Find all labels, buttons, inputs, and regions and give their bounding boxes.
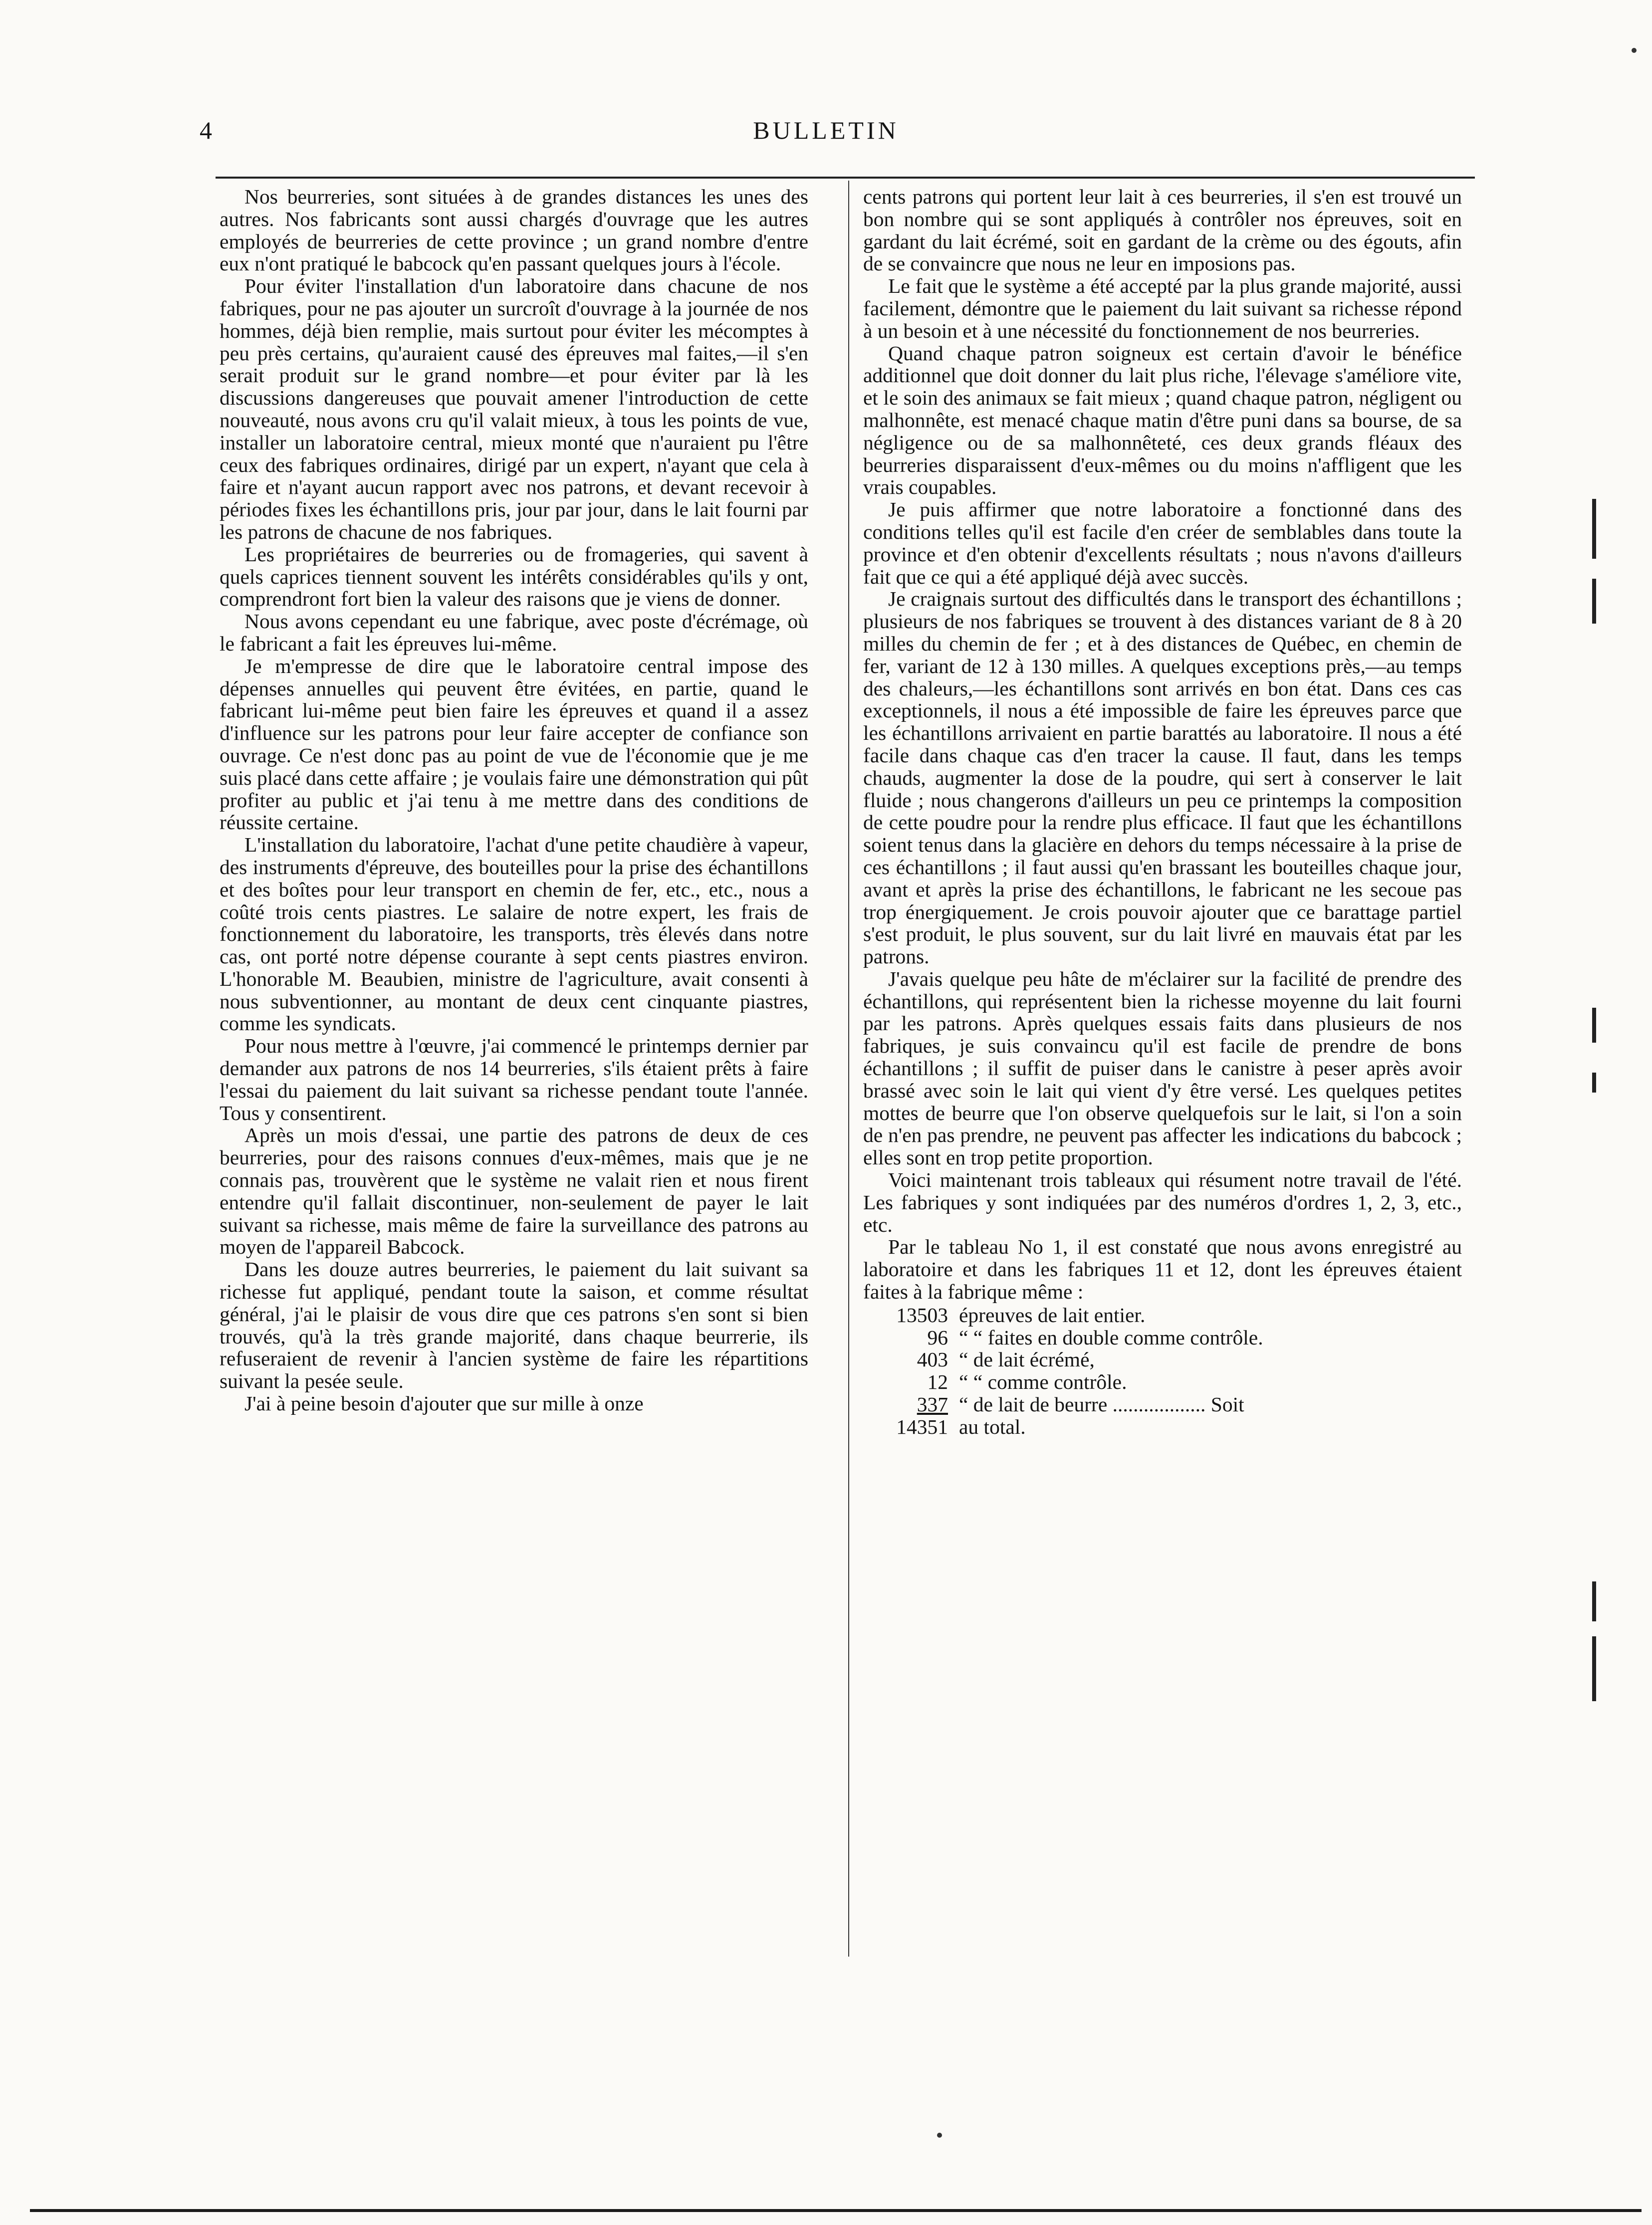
statistics-list	[863, 1304, 1462, 1438]
stat-text: épreuves de lait entier.	[959, 1303, 1146, 1327]
stat-row	[863, 1348, 1462, 1371]
running-title: BULLETIN	[753, 116, 899, 144]
paragraph: Par le tableau No 1, il est constaté que nous avons enregistré au laboratoire et dans les fabriques 11 et 12, dont les épreuves étaient faites à la fabrique même :	[863, 1235, 1462, 1304]
stat-row	[863, 1416, 1462, 1438]
paragraph: J'ai à peine besoin d'ajouter que sur mille à onze	[244, 1392, 644, 1415]
paragraph: Je puis affirmer que notre laboratoire a fonctionné dans des conditions telles qu'il est facile d'en créer de semblables dans toute la province et d'en obtenir d'excellents résultats ; nous n'avons d'ailleurs fait que ce qui a été appliqué déjà avec succès.	[863, 498, 1462, 588]
column-divider	[848, 181, 849, 1957]
paragraph: Voici maintenant trois tableaux qui résument notre travail de l'été. Les fabriques y sont indiquées par des numéros d'ordres 1, 2, 3, etc., etc.	[863, 1168, 1462, 1236]
paragraph: Quand chaque patron soigneux est certain d'avoir le bénéfice additionnel que doit donner du lait plus riche, l'élevage s'améliore vite, et le soin des animaux se fait mieux ; quand chaque patron, négligent ou malhonnête, est menacé chaque matin d'être puni dans sa bourse, de sa négligence ou de sa malhonnêteté, ces deux grands fléaux des beurreries disparaissent d'eux-mêmes ou du moins n'affligent que les vrais coupables.	[863, 341, 1462, 499]
margin-mark	[1592, 1073, 1596, 1093]
stat-text: au total.	[959, 1415, 1026, 1438]
stat-row	[863, 1304, 1462, 1327]
header-rule	[216, 177, 1475, 179]
paragraph: Nos beurreries, sont situées à de grandes distances les unes des autres. Nos fabricants sont aussi chargés d'ouvrage que les autres employés de beurreries de cette province ; un grand nombre d'entre eux n'ont pratiqué le babcock qu'en passant quelques jours à l'école.	[220, 185, 808, 275]
scan-margin-marks	[1572, 479, 1632, 1776]
paragraph: Nous avons cependant eu une fabrique, avec poste d'écrémage, où le fabricant a fait les épreuves lui-même.	[220, 610, 808, 655]
paragraph: cents patrons qui portent leur lait à ces beurreries, il s'en est trouvé un bon nombre qui se sont appliqués à contrôler nos épreuves, soit en gardant du lait écrémé, soit en gardant de la crème ou des égouts, afin de se convaincre que nous ne leur en imposions pas.	[863, 185, 1462, 275]
stat-row	[863, 1393, 1462, 1416]
paragraph: Je m'empresse de dire que le laboratoire central impose des dépenses annuelles qui peuvent être évitées, en partie, quand le fabricant lui-même peut bien faire les épreuves et quand il a assez d'influence sur les patrons pour leur faire accepter de confiance son ouvrage. Ce n'est donc pas au point de vue de l'économie que je me suis placé dans cette affaire ; je voulais faire une démonstration qui pût profiter au public et j'ai tenu à me mettre dans des conditions de réussite certaine.	[220, 654, 808, 834]
paragraph: Je craignais surtout des difficultés dans le transport des échantillons ; plusieurs de nos fabriques se trouvent à des distances variant de 8 à 20 milles du chemin de fer ; et à des distances de Québec, en chemin de fer, variant de 12 à 130 milles. A quelques exceptions près,—au temps des chaleurs,—les échantillons sont arrivés en bon état. Dans ces cas exceptionnels, il nous a été impossible de faire les épreuves parce que les échantillons arrivaient en partie barattés au laboratoire. Il nous a été facile dans chaque cas d'en tracer la cause. Il faut, dans les temps chauds, augmenter la dose de la poudre, qui sert à conserver le lait fluide ; nous changerons d'ailleurs un peu ce printemps la composition de cette poudre pour la rendre plus efficace. Il faut que les échantillons soient tenus dans la glacière en dehors du temps nécessaire à la prise de ces échantillons ; il faut aussi qu'en brassant les bouteilles chaque jour, avant et après la prise des échantillons, le fabricant ne les secoue pas trop énergiquement. Je crois pouvoir ajouter que ce barattage partiel s'est produit, le plus souvent, sur du lait livré en mauvais état par les patrons.	[863, 587, 1462, 968]
bottom-edge-line	[30, 2209, 1642, 2212]
paragraph: Après un mois d'essai, une partie des patrons de deux de ces beurreries, pour des raisons connues d'eux-mêmes, mais que je ne connais pas, trouvèrent que le système ne valait rien et nous firent entendre qu'il fallait discontinuer, non-seulement de payer le lait suivant sa richesse, mais même de faire la surveillance des patrons au moyen de l'appareil Babcock.	[220, 1123, 808, 1259]
stat-text: “ de lait de beurre .................. Soit	[959, 1393, 1244, 1416]
paragraph: Les propriétaires de beurreries ou de fromageries, qui savent à quels caprices tiennent souvent les intérêts considérables qu'ils y ont, comprendront fort bien la valeur des raisons que je viens de donner.	[220, 542, 808, 611]
stat-text: “ “ faites en double comme contrôle.	[959, 1326, 1263, 1349]
paragraph: Pour nous mettre à l'œuvre, j'ai commencé le printemps dernier par demander aux patrons de nos 14 beurreries, s'ils étaient prêts à faire l'essai du paiement du lait suivant sa richesse pendant toute l'année. Tous y consentirent.	[220, 1034, 808, 1124]
stat-number: 13503	[896, 1303, 948, 1327]
page-number: 4	[200, 116, 212, 144]
stat-row	[863, 1371, 1462, 1393]
stat-number: 337	[917, 1393, 948, 1416]
margin-mark	[1592, 1581, 1596, 1621]
right-column	[863, 186, 1462, 1438]
stat-row	[863, 1327, 1462, 1349]
stat-text: “ “ comme contrôle.	[959, 1370, 1127, 1394]
margin-mark	[1592, 1636, 1596, 1701]
stat-total: 14351	[896, 1415, 948, 1438]
scan-speck	[937, 2133, 942, 2138]
paragraph: J'avais quelque peu hâte de m'éclairer sur la facilité de prendre des échantillons, qui représentent bien la richesse moyenne du lait fourni par les patrons. Après quelques essais faits dans plusieurs de nos fabriques, je suis convaincu qu'il est facile de prendre de bons échantillons ; il suffit de puiser dans le canistre à peser après avoir brassé avec soin le lait qui vient d'y être versé. Les quelques petites mottes de beurre que l'on observe quelquefois sur le lait, si l'on a soin de n'en pas prendre, ne peuvent pas affecter les indications du babcock ; elles sont en trop petite proportion.	[863, 967, 1462, 1169]
paragraph: Le fait que le système a été accepté par la plus grande majorité, aussi facilement, démontre que le paiement du lait suivant sa richesse répond à un besoin et à une nécessité du fonctionnement de nos beurreries.	[863, 274, 1462, 342]
margin-mark	[1592, 579, 1596, 624]
stat-number: 403	[917, 1348, 948, 1371]
paragraph: Dans les douze autres beurreries, le paiement du lait suivant sa richesse fut appliqué, pendant toute la saison, et comme résultat général, j'ai le plaisir de vous dire que ces patrons s'en sont si bien trouvés, qu'à la très grande majorité, dans chaque beurrerie, ils refuseraient de revenir à l'ancien système de faire les répartitions suivant la pesée seule.	[220, 1258, 808, 1393]
page-header	[0, 116, 1652, 161]
margin-mark	[1592, 499, 1596, 559]
stat-number: 12	[927, 1370, 948, 1394]
stat-text: “ de lait écrémé,	[959, 1348, 1095, 1371]
left-column	[220, 186, 808, 1415]
paragraph: Pour éviter l'installation d'un laboratoire dans chacune de nos fabriques, pour ne pas ajouter un surcroît d'ouvrage à la journée de nos hommes, déjà bien remplie, mais surtout pour éviter les mécomptes à peu près certains, qu'auraient causé des épreuves mal faites,—il s'en serait produit sur le grand nombre—et pour éviter par là les discussions dangereuses que pouvait amener l'introduction de cette nouveauté, nous avons cru qu'il valait mieux, à tous les points de vue, installer un laboratoire central, mieux monté que n'auraient pu l'être ceux des fabriques ordinaires, dirigé par un expert, n'ayant que cela à faire et n'ayant aucun rapport avec nos patrons, et devant recevoir à périodes fixes les échantillons pris, jour par jour, dans le lait fourni par les patrons de chacune de nos fabriques.	[220, 274, 808, 543]
stat-number: 96	[927, 1326, 948, 1349]
scan-speck	[1632, 48, 1637, 53]
margin-mark	[1592, 1008, 1596, 1043]
paragraph: L'installation du laboratoire, l'achat d'une petite chaudière à vapeur, des instruments d'épreuve, des bouteilles pour la prise des échantillons et des boîtes pour leur transport en chemin de fer, etc., etc., nous a coûté trois cents piastres. Le salaire de notre expert, les frais de fonctionnement du laboratoire, les transports, très élevés dans notre cas, ont porté notre dépense courante à sept cents piastres environ. L'honorable M. Beaubien, ministre de l'agriculture, avait consenti à nous subventionner, au montant de deux cent cinquante piastres, comme les syndicats.	[220, 833, 808, 1035]
